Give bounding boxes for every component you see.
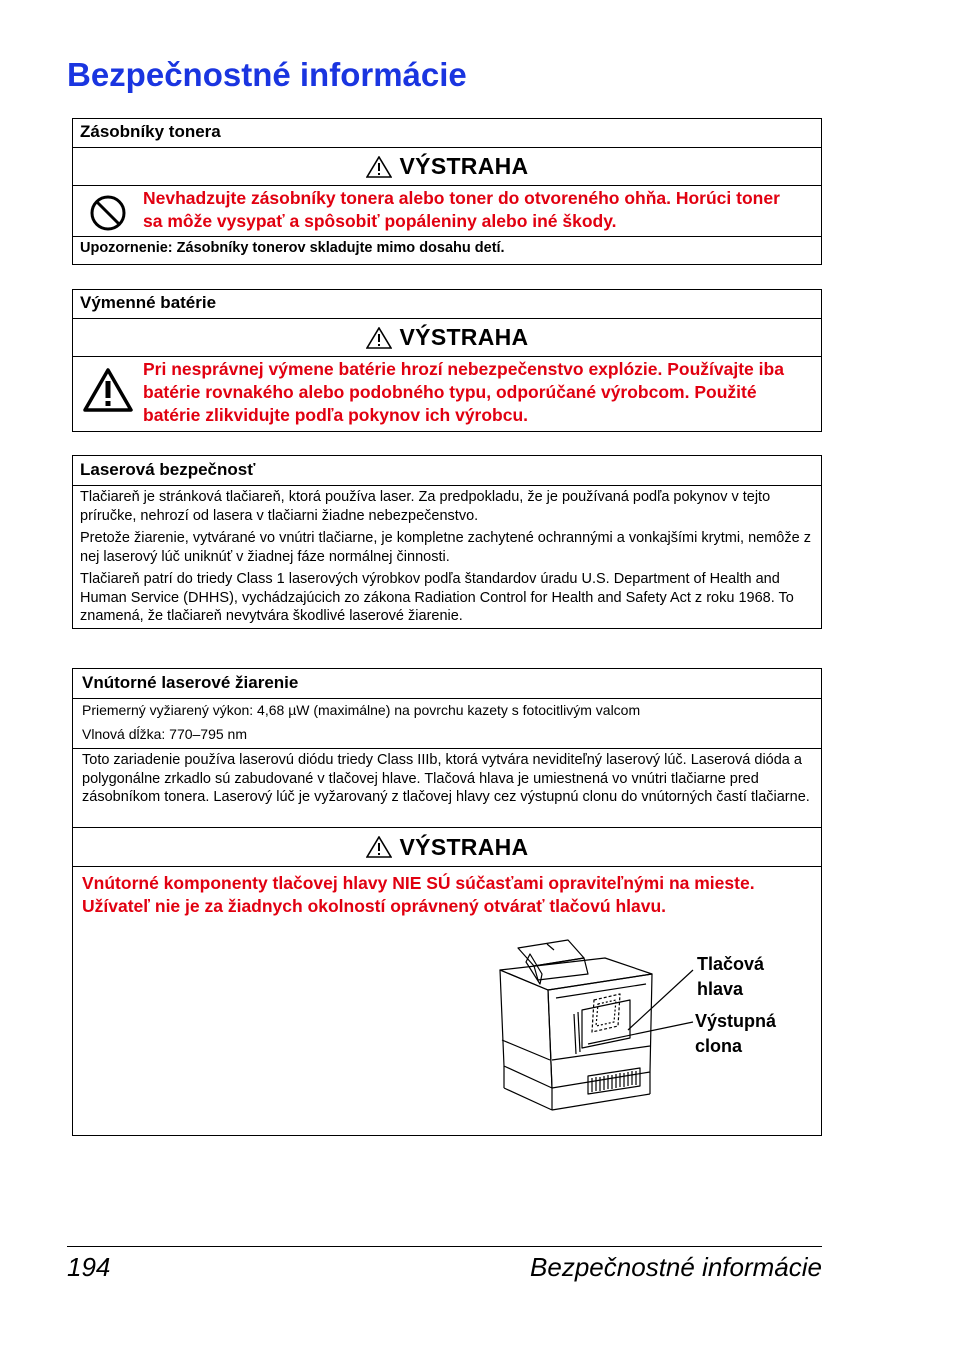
internal-warning-text: Vnútorné komponenty tlačovej hlavy NIE SÚ súčasťami opraviteľnými na mieste. Užívateľ nie je za žiadnych okolností oprávnený otvárať tlačovú hlavu. xyxy=(82,873,755,916)
callout-aperture xyxy=(695,1009,776,1059)
internal-laser-section xyxy=(72,668,822,1136)
printer-illustration xyxy=(490,938,700,1118)
toner-warning-header xyxy=(73,148,821,186)
toner-section xyxy=(72,118,822,265)
footer-divider xyxy=(67,1246,822,1247)
callout-printhead-line2: hlava xyxy=(697,979,744,999)
page-number: 194 xyxy=(67,1252,111,1282)
laser-safety-section xyxy=(72,455,822,629)
toner-warning-label: VÝSTRAHA xyxy=(399,153,529,179)
warning-triangle-icon xyxy=(366,327,392,349)
callout-printhead-line1: Tlačová xyxy=(697,954,765,974)
toner-note: Upozornenie: Zásobníky tonerov skladujte mimo dosahu detí. xyxy=(80,240,505,256)
warning-triangle-icon xyxy=(366,836,392,858)
laser-body xyxy=(73,486,821,626)
battery-heading: Výmenné batérie xyxy=(73,290,821,319)
prohibited-icon xyxy=(89,194,127,232)
internal-warning-label: VÝSTRAHA xyxy=(399,833,529,860)
laser-heading: Laserová bezpečnosť xyxy=(73,456,821,486)
callout-aperture-line1: Výstupná xyxy=(695,1011,777,1031)
laser-paragraph: Tlačiareň je stránková tlačiareň, ktorá používa laser. Za predpokladu, že je používaná podľa pokynov v tejto príručke, nehrozí od lasera v tlačiarni žiadne nebezpečenstvo. xyxy=(80,489,771,524)
internal-heading: Vnútorné laserové žiarenie xyxy=(73,669,821,699)
laser-paragraph: Pretože žiarenie, vytvárané vo vnútri tlačiarne, je kompletne zachytené ochrannými a vonkajšími krytmi, nemôže z nej laserový lúč uniknúť v žiadnej fáze normálnej činnosti. xyxy=(80,530,811,565)
internal-specs xyxy=(73,699,821,749)
battery-section xyxy=(72,289,822,432)
laser-paragraph: Tlačiareň patrí do triedy Class 1 laserových výrobkov podľa štandardov úradu U.S. Department of Health and Human Service (DHHS), vychádzajúcich zo zákona Radiation Control for Health and Safety Act z roku 1968. To znamená, že tlačiareň nevytvára škodlivé laserové žiarenie. xyxy=(80,571,794,624)
battery-warning-label: VÝSTRAHA xyxy=(399,324,529,350)
internal-description: Toto zariadenie používa laserovú diódu triedy Class IIIb, ktorá vytvára neviditeľný laserový lúč. Laserová dióda a polygonálne zrkadlo sú zabudované v tlačovej hlave. Tlačová hlava je umiestnená vo vnútri tlačiarne pred zásobníkom tonera. Laserový lúč je vyžarovaný z tlačovej hlavy cez výstupnú clonu do vnútorných častí tlačiarne. xyxy=(73,749,821,828)
warning-triangle-icon xyxy=(366,156,392,178)
toner-warning-text: Nevhadzujte zásobníky tonera alebo toner do otvoreného ohňa. Horúci toner sa môže vysypať a spôsobiť popáleniny alebo iné škody. xyxy=(143,188,780,231)
toner-warning-body xyxy=(73,186,821,237)
toner-heading: Zásobníky tonera xyxy=(73,119,821,148)
battery-warning-body xyxy=(73,357,821,431)
page-title: Bezpečnostné informácie xyxy=(67,56,467,93)
power-spec: Priemerný vyžiarený výkon: 4,68 µW (maximálne) na povrchu kazety s fotocitlivým valcom xyxy=(82,702,641,718)
battery-warning-header xyxy=(73,319,821,357)
battery-warning-text: Pri nesprávnej výmene batérie hrozí nebezpečenstvo explózie. Používajte iba batérie rovnakého alebo podobného typu, odporúčané výrobcom. Použité batérie zlikvidujte podľa pokynov ich výrobcu. xyxy=(143,359,784,425)
footer-title: Bezpečnostné informácie xyxy=(530,1252,822,1282)
callout-aperture-line2: clona xyxy=(695,1036,743,1056)
wavelength-spec: Vlnová dĺžka: 770–795 nm xyxy=(82,725,247,742)
exclamation-triangle-icon xyxy=(82,367,134,413)
internal-warning-header xyxy=(73,828,821,867)
callout-printhead xyxy=(697,952,764,1002)
